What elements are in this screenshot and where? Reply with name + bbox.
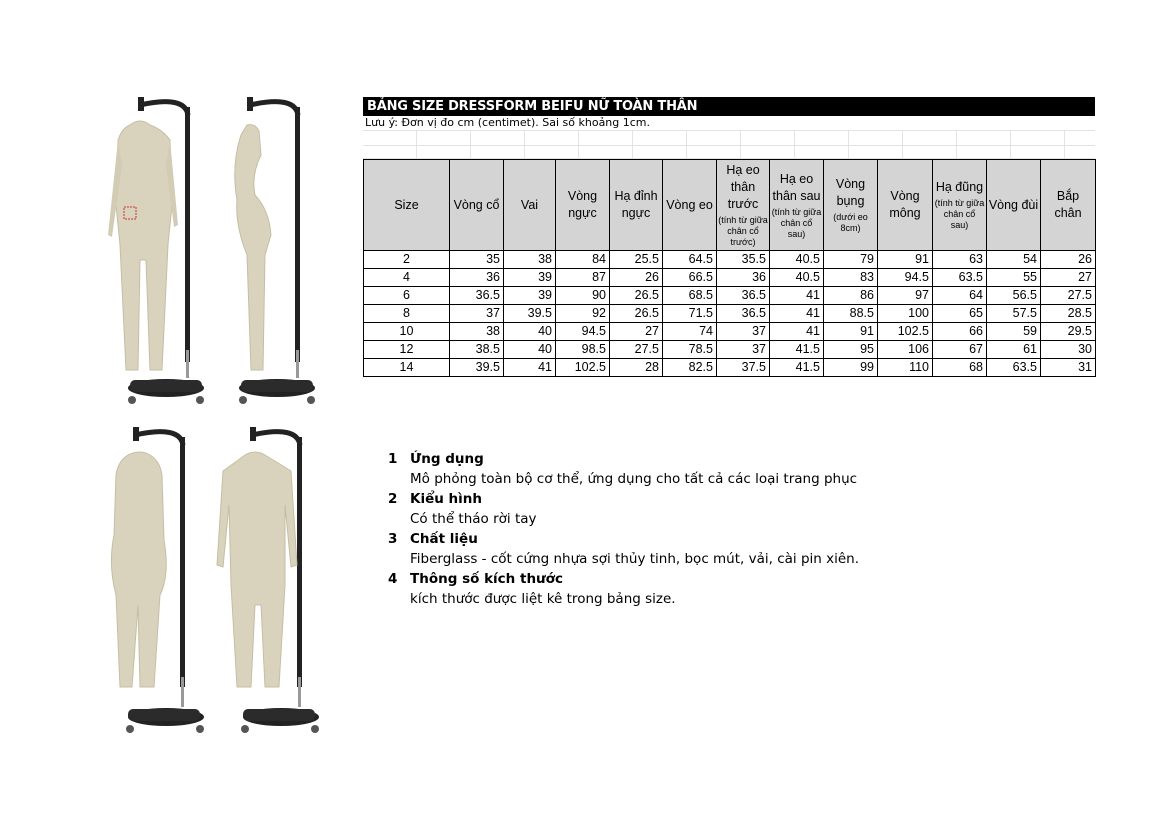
measurement-cell: 64.5 [663,251,717,269]
measurement-cell: 66 [933,323,987,341]
measurement-cell: 40.5 [770,251,824,269]
measurement-cell: 38.5 [450,341,504,359]
size-cell: 12 [364,341,450,359]
measurement-cell: 26.5 [610,287,663,305]
spec-heading: Ứng dụng [410,451,484,467]
column-header-note: (tính từ giữa chân cổ trước) [718,215,768,247]
measurement-cell: 94.5 [878,269,933,287]
measurement-cell: 27 [610,323,663,341]
measurement-cell: 63.5 [933,269,987,287]
measurement-cell: 41.5 [770,341,824,359]
column-header [987,160,1041,251]
measurement-cell: 40 [504,323,556,341]
measurement-cell: 90 [556,287,610,305]
measurement-cell: 97 [878,287,933,305]
column-header [364,160,450,251]
measurement-cell: 39 [504,269,556,287]
measurement-cell: 37.5 [717,359,770,377]
measurement-cell: 71.5 [663,305,717,323]
measurement-cell: 55 [987,269,1041,287]
measurement-cell: 67 [933,341,987,359]
spacer-row [363,131,1095,146]
column-header [1041,160,1096,251]
measurement-cell: 54 [987,251,1041,269]
measurement-cell: 102.5 [878,323,933,341]
column-header-label: Bắp chân [1054,189,1082,220]
table-row [364,269,1096,287]
column-header [663,160,717,251]
measurement-cell: 57.5 [987,305,1041,323]
column-header-label: Vòng mông [889,189,921,220]
spec-item-material [388,529,859,569]
column-header-label: Hạ eo thân trước [726,163,760,211]
size-chart [363,97,1095,377]
measurement-cell: 110 [878,359,933,377]
column-header [824,160,878,251]
column-header [933,160,987,251]
mannequin-side-image [225,95,325,415]
measurement-cell: 28.5 [1041,305,1096,323]
measurement-cell: 100 [878,305,933,323]
column-header-label: Hạ eo thân sau [772,171,821,203]
measurement-cell: 82.5 [663,359,717,377]
measurement-cell: 106 [878,341,933,359]
spec-heading: Kiểu hình [410,491,483,507]
mannequin-back-image [215,425,330,740]
mannequin-front-image [100,95,210,415]
measurement-cell: 41.5 [770,359,824,377]
size-cell: 8 [364,305,450,323]
size-cell: 14 [364,359,450,377]
measurement-cell: 39 [504,287,556,305]
column-header-label: Vòng cổ [453,197,500,212]
measurement-cell: 65 [933,305,987,323]
column-header-label: Vòng bụng [835,177,866,208]
measurement-cell: 74 [663,323,717,341]
table-row [364,323,1096,341]
spec-number: 1 [388,451,398,467]
column-header-label: Vòng eo [666,197,713,212]
spec-item-application [388,449,859,489]
column-header-note: (tính từ giữa chân cổ sau) [934,198,985,230]
measurement-cell: 63 [933,251,987,269]
column-header-note: (dưới eo 8cm) [833,212,868,233]
spacer-row [363,146,1095,159]
measurement-cell: 102.5 [556,359,610,377]
measurement-cell: 91 [824,323,878,341]
column-header [878,160,933,251]
measurement-cell: 36.5 [717,305,770,323]
spec-description: Có thể tháo rời tay [410,511,537,527]
table-body [364,251,1096,377]
spec-heading: Chất liệu [410,531,478,547]
measurement-cell: 26 [610,269,663,287]
measurement-cell: 98.5 [556,341,610,359]
measurement-cell: 66.5 [663,269,717,287]
measurement-cell: 29.5 [1041,323,1096,341]
measurement-cell: 63.5 [987,359,1041,377]
measurement-cell: 83 [824,269,878,287]
column-header [770,160,824,251]
measurement-cell: 99 [824,359,878,377]
measurement-cell: 84 [556,251,610,269]
spec-description: Fiberglass - cốt cứng nhựa sợi thủy tinh, bọc mút, vải, cài pin xiên. [410,551,860,567]
table-row [364,251,1096,269]
measurement-cell: 41 [770,287,824,305]
column-header-label: Hạ đỉnh ngực [614,189,658,220]
measurement-cell: 41 [504,359,556,377]
size-cell: 4 [364,269,450,287]
measurement-cell: 40 [504,341,556,359]
measurement-cell: 39.5 [450,359,504,377]
measurement-cell: 95 [824,341,878,359]
column-header [556,160,610,251]
measurement-cell: 36 [717,269,770,287]
measurement-cell: 37 [717,323,770,341]
size-cell: 2 [364,251,450,269]
measurement-cell: 64 [933,287,987,305]
measurement-cell: 30 [1041,341,1096,359]
measurement-cell: 28 [610,359,663,377]
table-row [364,305,1096,323]
column-header [450,160,504,251]
size-cell: 6 [364,287,450,305]
measurement-cell: 88.5 [824,305,878,323]
measurement-cell: 79 [824,251,878,269]
column-header-label: Vòng ngực [567,189,598,220]
table-row [364,359,1096,377]
column-header [504,160,556,251]
measurement-cell: 27.5 [1041,287,1096,305]
measurement-cell: 40.5 [770,269,824,287]
measurement-cell: 91 [878,251,933,269]
spec-item-style [388,489,859,529]
measurement-cell: 37 [450,305,504,323]
column-header-note: (tính từ giữa chân cổ sau) [771,206,822,239]
column-header [610,160,663,251]
column-header-label: Size [394,197,419,212]
measurement-cell: 78.5 [663,341,717,359]
measurement-cell: 92 [556,305,610,323]
table-header-row [364,160,1096,251]
measurement-cell: 36 [450,269,504,287]
unit-note: Lưu ý: Đơn vị đo cm (centimet). Sai số khoảng 1cm. [363,116,1095,131]
measurement-cell: 35 [450,251,504,269]
table-row [364,287,1096,305]
size-cell: 10 [364,323,450,341]
column-header-label: Hạ đũng [935,180,984,194]
measurement-cell: 41 [770,323,824,341]
table-title: BẢNG SIZE DRESSFORM BEIFU NỮ TOÀN THÂN [363,97,1095,116]
measurement-cell: 56.5 [987,287,1041,305]
spec-description: kích thước được liệt kê trong bảng size. [410,591,676,607]
measurement-cell: 41 [770,305,824,323]
spec-number: 3 [388,531,398,547]
spec-number: 2 [388,491,398,507]
measurement-cell: 27.5 [610,341,663,359]
measurement-cell: 27 [1041,269,1096,287]
spec-item-dimensions [388,569,859,609]
measurement-cell: 59 [987,323,1041,341]
measurement-cell: 36.5 [450,287,504,305]
measurement-cell: 26 [1041,251,1096,269]
spec-description: Mô phỏng toàn bộ cơ thể, ứng dụng cho tất cả các loại trang phục [410,471,858,487]
measurement-cell: 61 [987,341,1041,359]
measurement-cell: 35.5 [717,251,770,269]
measurement-cell: 37 [717,341,770,359]
measurement-cell: 68 [933,359,987,377]
column-header [717,160,770,251]
table-row [364,341,1096,359]
measurement-cell: 26.5 [610,305,663,323]
mannequin-back-angle-image [100,425,210,740]
measurement-cell: 68.5 [663,287,717,305]
measurement-cell: 25.5 [610,251,663,269]
measurement-cell: 87 [556,269,610,287]
column-header-label: Vai [520,197,539,212]
measurement-cell: 38 [450,323,504,341]
column-header-label: Vòng đùi [988,197,1039,212]
measurement-cell: 31 [1041,359,1096,377]
measurement-cell: 38 [504,251,556,269]
measurement-cell: 36.5 [717,287,770,305]
size-table [363,159,1096,377]
measurement-cell: 86 [824,287,878,305]
spec-number: 4 [388,571,398,587]
measurement-cell: 94.5 [556,323,610,341]
spec-list [388,449,859,609]
measurement-cell: 39.5 [504,305,556,323]
spec-heading: Thông số kích thước [410,571,563,587]
